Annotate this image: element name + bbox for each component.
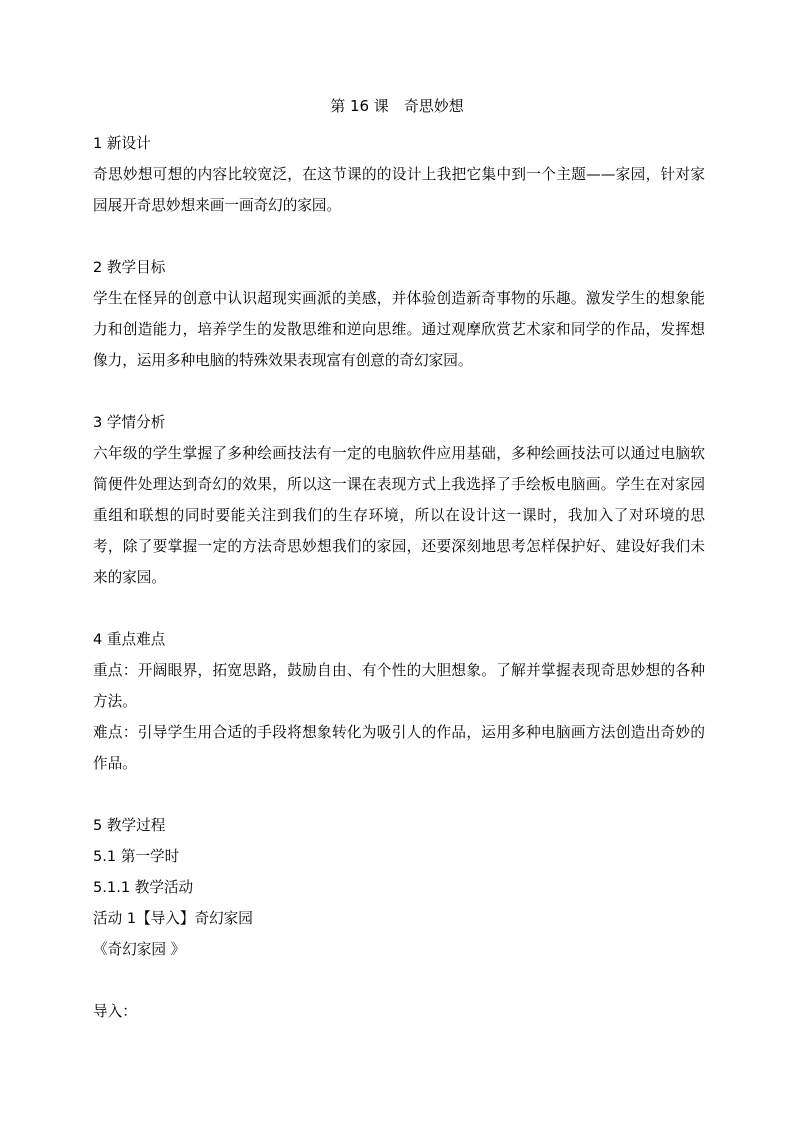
activity-1-heading: 活动 1【导入】奇幻家园 [93, 910, 253, 927]
blank-line [93, 965, 705, 996]
blank-line [93, 376, 705, 407]
section-heading-teaching-goals: 2 教学目标 [93, 259, 166, 276]
blank-line [93, 779, 705, 810]
document-body [93, 128, 705, 1027]
section-body-new-design: 奇思妙想可想的内容比较宽泛，在这节课的的设计上我把它集中到一个主题——家园，针对家园展开奇思妙想来画一画奇幻的家园。 [93, 166, 705, 214]
blank-line [93, 221, 705, 252]
section-body-student-analysis: 六年级的学生掌握了多种绘画技法有一定的电脑软件应用基础，多种绘画技法可以通过电脑软简便件处理达到奇幻的效果，所以这一课在表现方式上我选择了手绘板电脑画。学生在对家园重组和联想的同时要能关注到我们的生存环境，所以在设计这一课时，我加入了对环境的思考，除了要掌握一定的方法奇思妙想我们的家园，还要深刻地思考怎样保护好、建设好我们未来的家园。 [93, 445, 705, 586]
difficult-point-text: 难点：引导学生用合适的手段将想象转化为吸引人的作品，运用多种电脑画方法创造出奇妙的作品。 [93, 724, 705, 772]
subsection-first-period: 5.1 第一学时 [93, 848, 180, 865]
blank-line [93, 593, 705, 624]
subsection-teaching-activities: 5.1.1 教学活动 [93, 879, 194, 896]
section-heading-student-analysis: 3 学情分析 [93, 414, 166, 431]
section-body-teaching-goals: 学生在怪异的创意中认识超现实画派的美感，并体验创造新奇事物的乐趣。激发学生的想象能力和创造能力，培养学生的发散思维和逆向思维。通过观摩欣赏艺术家和同学的作品，发挥想像力，运用多种电脑的特殊效果表现富有创意的奇幻家园。 [93, 290, 705, 369]
section-heading-new-design: 1 新设计 [93, 135, 151, 152]
section-heading-key-points: 4 重点难点 [93, 631, 166, 648]
work-title: 《奇幻家园 》 [93, 941, 186, 958]
intro-label: 导入： [93, 1003, 137, 1020]
section-heading-teaching-process: 5 教学过程 [93, 817, 166, 834]
lesson-title: 第 16 课 奇思妙想 [330, 97, 464, 115]
key-point-text: 重点：开阔眼界，拓宽思路，鼓励自由、有个性的大胆想象。了解并掌握表现奇思妙想的各种方法。 [93, 662, 705, 710]
